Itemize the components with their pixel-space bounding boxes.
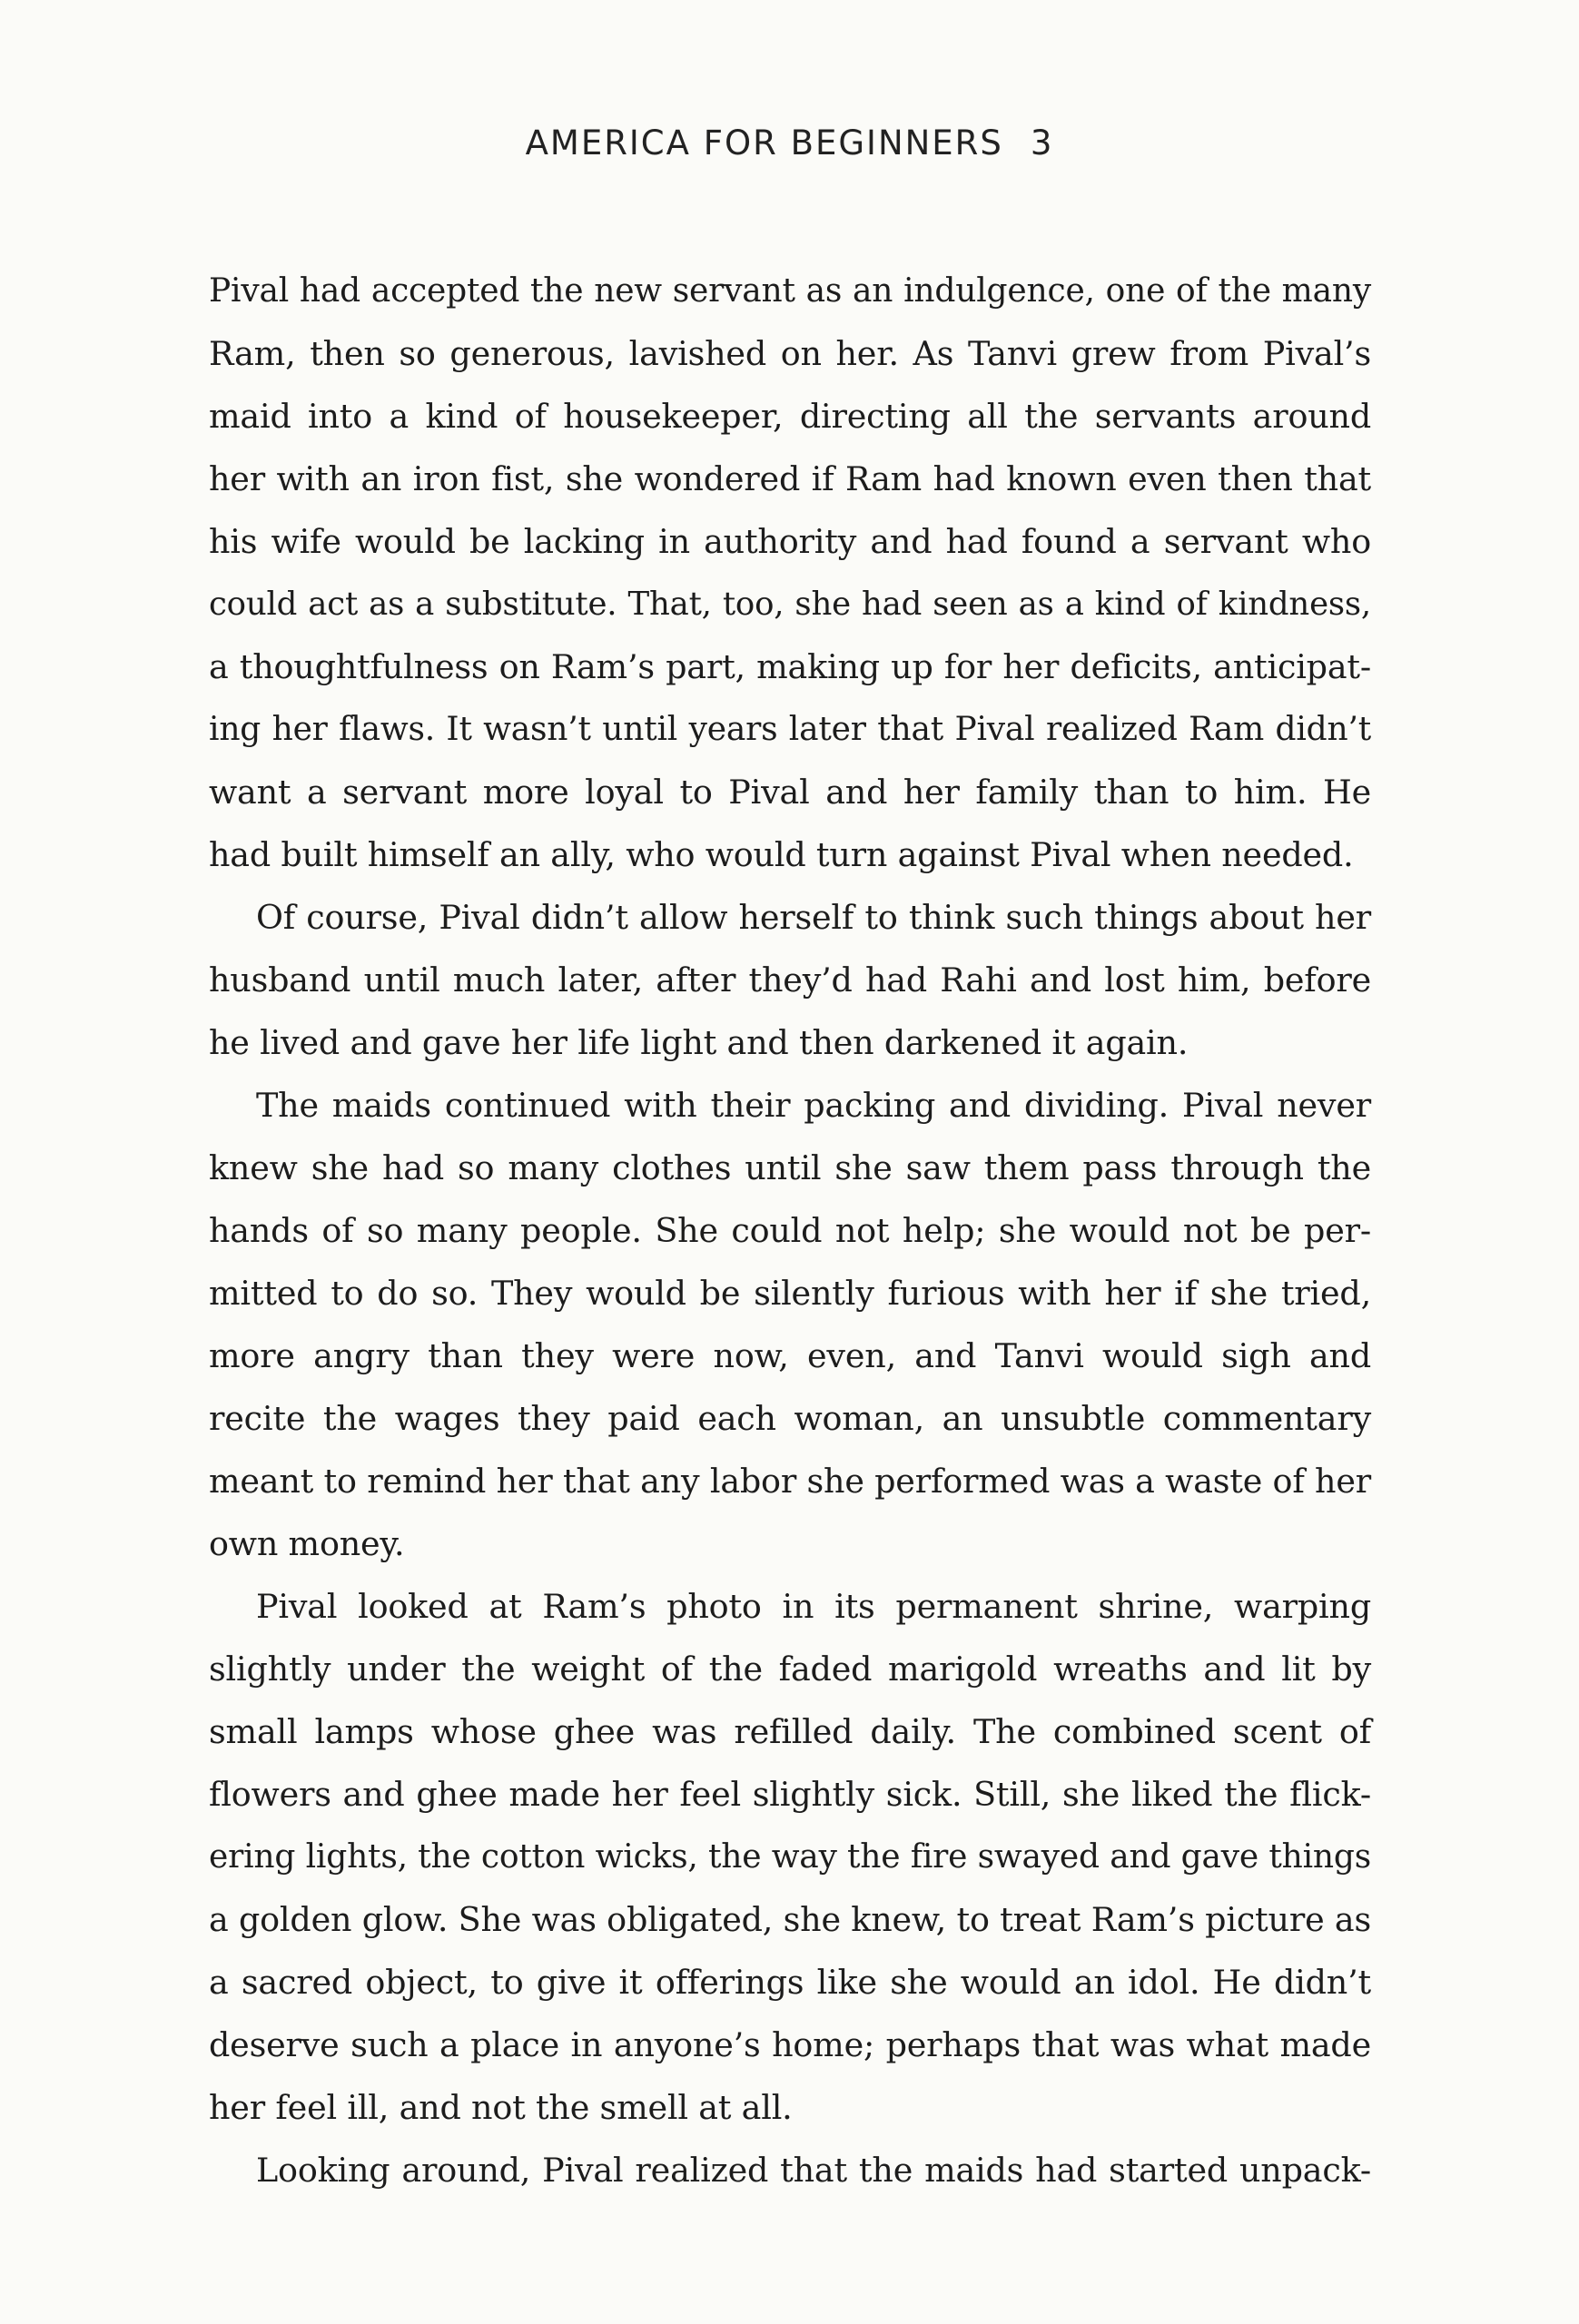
text-line: recite the wages they paid each woman, an unsubtle commentary [209, 1399, 1371, 1438]
text-line: her with an iron fist, she wondered if Ram had known even then that [209, 459, 1371, 498]
text-line: meant to remind her that any labor she performed was a waste of her [209, 1462, 1371, 1501]
text-line: flowers and ghee made her feel slightly sick. Still, she liked the flick- [209, 1775, 1371, 1814]
text-line: ing her flaws. It wasn’t until years later that Pival realized Ram didn’t [209, 711, 1371, 748]
text-line: a sacred object, to give it offerings like she would an idol. He didn’t [209, 1963, 1371, 2002]
text-line: slightly under the weight of the faded marigold wreaths and lit by [209, 1649, 1371, 1689]
text-line: ering lights, the cotton wicks, the way the fire swayed and gave things [209, 1838, 1371, 1876]
text-line: Pival had accepted the new servant as an indulgence, one of the many [209, 272, 1371, 310]
text-line: mitted to do so. They would be silently furious with her if she tried, [209, 1274, 1371, 1313]
text-line: The maids continued with their packing and dividing. Pival never [256, 1086, 1371, 1125]
text-line: want a servant more loyal to Pival and her family than to him. He [209, 773, 1371, 812]
text-line: maid into a kind of housekeeper, directing all the servants around [209, 397, 1371, 436]
text-line: hands of so many people. She could not help; she would not be per- [209, 1211, 1371, 1250]
page-number: 3 [1030, 123, 1054, 162]
text-line: knew she had so many clothes until she saw them pass through the [209, 1148, 1371, 1187]
text-line: small lamps whose ghee was refilled daily. The combined scent of [209, 1712, 1371, 1751]
text-line: Ram, then so generous, lavished on her. As Tanvi grew from Pival’s [209, 334, 1371, 373]
text-line: a golden glow. She was obligated, she knew, to treat Ram’s picture as [209, 1900, 1371, 1939]
text-line: Pival looked at Ram’s photo in its permanent shrine, warping [256, 1587, 1371, 1626]
text-line: had built himself an ally, who would turn against Pival when needed. [209, 835, 1354, 874]
text-line: deserve such a place in anyone’s home; perhaps that was what made [209, 2025, 1371, 2064]
text-line: Looking around, Pival realized that the maids had started unpack- [256, 2151, 1371, 2190]
text-line: her feel ill, and not the smell at all. [209, 2088, 793, 2127]
body-text [209, 260, 1371, 2201]
running-title: AMERICA FOR BEGINNERS [525, 123, 1003, 162]
text-line: a thoughtfulness on Ram’s part, making up for her deficits, anticipat- [209, 647, 1371, 686]
text-line: own money. [209, 1524, 405, 1563]
text-line: he lived and gave her life light and then darkened it again. [209, 1023, 1189, 1062]
text-line: could act as a substitute. That, too, she had seen as a kind of kindness, [209, 586, 1371, 623]
text-line: Of course, Pival didn’t allow herself to think such things about her [256, 898, 1371, 937]
running-header [0, 123, 1579, 162]
text-line: his wife would be lacking in authority and had found a servant who [209, 522, 1371, 561]
text-line: husband until much later, after they’d had Rahi and lost him, before [209, 960, 1371, 1000]
text-line: more angry than they were now, even, and Tanvi would sigh and [209, 1336, 1371, 1375]
